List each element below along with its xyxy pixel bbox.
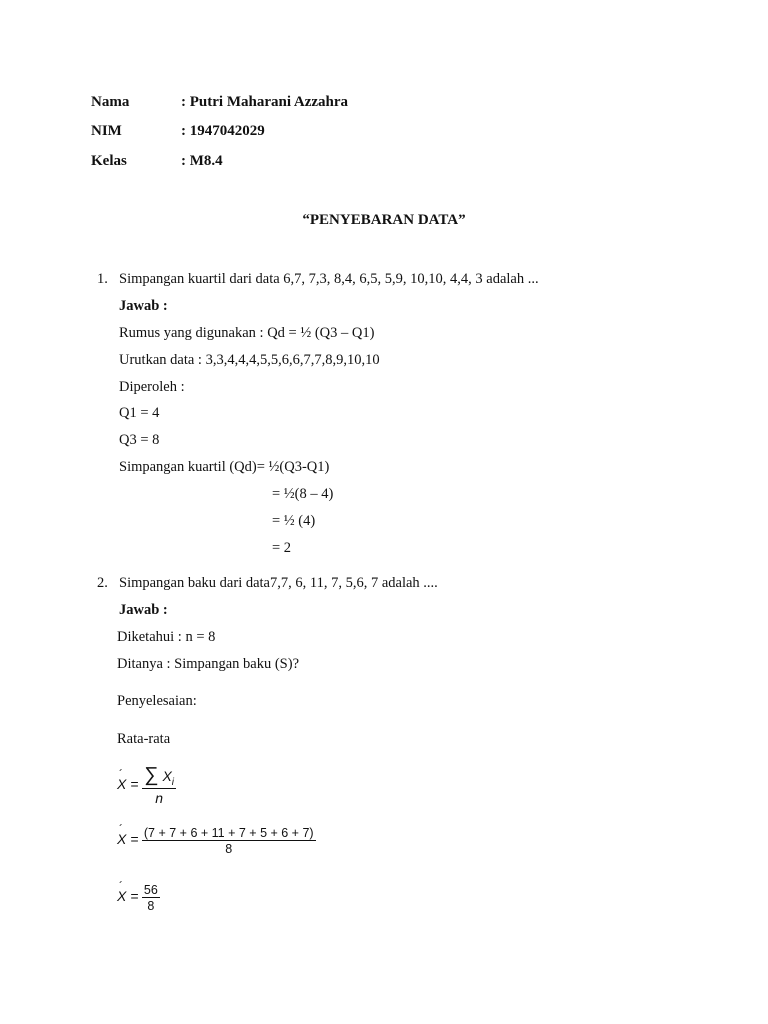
formula-denominator: 8 — [147, 899, 155, 913]
formula-numerator — [142, 764, 176, 789]
mean-result-formula — [117, 883, 160, 913]
answer-line: Rumus yang digunakan : Qd = ½ (Q3 – Q1) — [119, 325, 375, 341]
answer-line: Q3 = 8 — [119, 432, 160, 448]
question-text: Simpangan kuartil dari data 6,7, 7,3, 8,4, 6,5, 5,9, 10,10, 4,4, 3 adalah ... — [119, 271, 539, 287]
formula-fraction — [142, 826, 316, 856]
formula-numerator: (7 + 7 + 6 + 11 + 7 + 5 + 6 + 7) — [143, 826, 314, 840]
header-label: Kelas — [91, 153, 127, 169]
answer-label: Jawab : — [119, 602, 168, 618]
header-label: Nama — [91, 94, 130, 110]
formula-fraction — [142, 883, 160, 913]
mean-substitution-formula — [117, 826, 316, 856]
formula-lhs: ´ X = — [117, 888, 138, 904]
answer-line: Rata-rata — [117, 731, 171, 747]
formula-denominator: 8 — [225, 842, 233, 856]
answer-label: Jawab : — [119, 298, 168, 314]
numerator-subscript: i — [171, 776, 175, 788]
formula-fraction — [142, 764, 176, 806]
answer-line: Simpangan kuartil (Qd)= ½(Q3-Q1) — [119, 459, 330, 475]
mean-formula — [117, 764, 176, 806]
header-value: : M8.4 — [181, 153, 223, 169]
answer-line: Diketahui : n = 8 — [117, 629, 216, 645]
question-text: Simpangan baku dari data7,7, 6, 11, 7, 5,6, 7 adalah .... — [119, 575, 438, 591]
header-value: : 1947042029 — [181, 123, 265, 139]
answer-line: Diperoleh : — [119, 379, 185, 395]
answer-line: Ditanya : Simpangan baku (S)? — [117, 656, 300, 672]
answer-line: Penyelesaian: — [117, 693, 197, 709]
answer-line: = ½(8 – 4) — [272, 486, 334, 502]
answer-line: Urutkan data : 3,3,4,4,4,5,5,6,6,7,7,8,9,10,10 — [119, 352, 380, 368]
answer-line: Q1 = 4 — [119, 405, 160, 421]
formula-lhs: ´ X = — [117, 776, 138, 792]
question-number: 1. — [97, 271, 108, 287]
sum-symbol: ∑ — [144, 764, 159, 786]
numerator-variable: X — [162, 768, 172, 784]
formula-numerator: 56 — [143, 883, 158, 897]
answer-line: = 2 — [272, 540, 292, 556]
formula-lhs: ´ X = — [117, 831, 138, 847]
formula-denominator: n — [155, 789, 164, 806]
document-title: “PENYEBARAN DATA” — [302, 212, 466, 228]
answer-line: = ½ (4) — [272, 513, 316, 529]
question-number: 2. — [97, 575, 108, 591]
header-label: NIM — [91, 123, 122, 139]
header-value: : Putri Maharani Azzahra — [181, 94, 349, 110]
